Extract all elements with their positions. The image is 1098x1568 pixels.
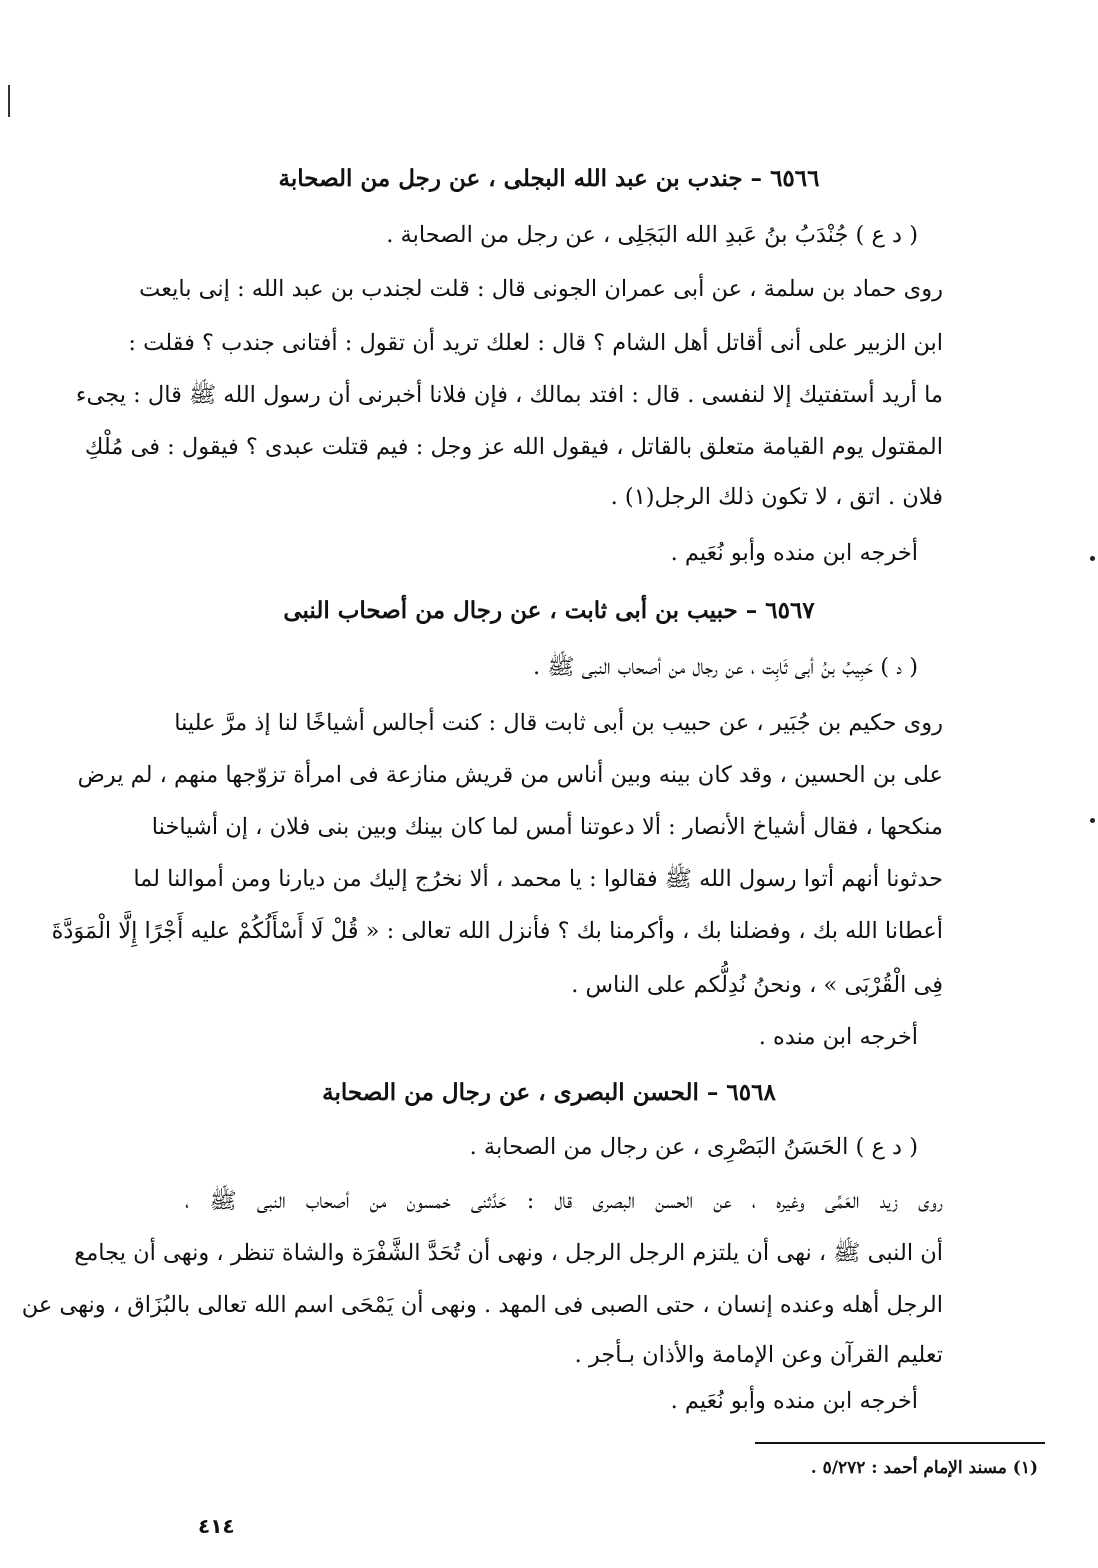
scan-speck — [1090, 556, 1095, 561]
body-line: روى حماد بن سلمة ، عن أبى عمران الجونى قال : قلت لجندب بن عبد الله : إنى بايعت — [139, 276, 943, 302]
body-line: ما أريد أستفتيك إلا لنفسى . قال : افتد بمالك ، فإن فلانا أخبرنى أن رسول الله ﷺ قال : يجىء — [75, 382, 943, 408]
entry-code-line: ( د ع ) جُنْدَبُ بنُ عَبدِ الله البَجَلِى ، عن رجل من الصحابة . — [386, 222, 918, 248]
entry-heading: ٦٥٦٧ – حبيب بن أبى ثابت ، عن رجال من أصحاب النبى — [283, 597, 815, 624]
scan-margin-mark — [8, 85, 10, 117]
body-line: ابن الزبير على أنى أقاتل أهل الشام ؟ قال : لعلك تريد أن تقول : أفتانى جندب ؟ فقلت : — [128, 330, 943, 356]
body-line: روى حكيم بن جُبَير ، عن حبيب بن أبى ثابت قال : كنت أجالس أشياخًا لنا إذ مرَّ علينا — [174, 710, 943, 736]
footnote-separator — [755, 1442, 1045, 1444]
page-number: ٤١٤ — [198, 1514, 235, 1538]
body-line: المقتول يوم القيامة متعلق بالقاتل ، فيقول الله عز وجل : فيم قتلت عبدى ؟ فيقول : فى مُلْكِ — [84, 434, 943, 460]
body-line: على بن الحسين ، وقد كان بينه وبين أناس من قريش منازعة فى امرأة تزوّجها منهم ، لم يرض — [77, 762, 943, 788]
body-line: روى زيد العَمِّى وغيره ، عن الحسن البصرى قال : حَدَّثنى خمسون من أصحاب النبى ﷺ ، — [185, 1188, 943, 1214]
entry-source: أخرجه ابن منده وأبو نُعَيم . — [670, 1388, 918, 1414]
body-line: الرجل أهله وعنده إنسان ، حتى الصبى فى المهد . ونهى أن يَمْحَى اسم الله تعالى بالبُزَاق ، ونهى عن — [21, 1292, 943, 1318]
entry-code-line: ( د ) حَبِيبُ بنُ أبى ثَابِت ، عن رجال من أصحاب النبى ﷺ . — [533, 654, 918, 680]
body-line: فلان . اتق ، لا تكون ذلك الرجل(١) . — [610, 484, 943, 510]
body-line: منكحها ، فقال أشياخ الأنصار : ألا دعوتنا أمس لما كان بينك وبين بنى فلان ، إن أشياخنا — [151, 814, 943, 840]
footnote: (١) مسند الإمام أحمد : ٥/٢٧٢ . — [810, 1458, 1038, 1478]
entry-heading: ٦٥٦٦ – جندب بن عبد الله البجلى ، عن رجل من الصحابة — [278, 165, 820, 192]
body-line: حدثونا أنهم أتوا رسول الله ﷺ فقالوا : يا محمد ، ألا نخرُج إليك من ديارنا ومن أموالنا لما — [133, 866, 943, 892]
entry-source: أخرجه ابن منده . — [758, 1024, 918, 1050]
entry-heading: ٦٥٦٨ – الحسن البصرى ، عن رجال من الصحابة — [322, 1079, 776, 1106]
entry-source: أخرجه ابن منده وأبو نُعَيم . — [670, 540, 918, 566]
body-line: أن النبى ﷺ ، نهى أن يلتزم الرجل الرجل ، ونهى أن تُحَدَّ الشَّفْرَة والشاة تنظر ، ونهى أن يجامع — [74, 1240, 943, 1266]
body-line: فِى الْقُرْبَى » ، ونحنُ نُدِلُّكم على الناس . — [571, 972, 943, 998]
entry-code-line: ( د ع ) الحَسَنُ البَصْرِى ، عن رجال من الصحابة . — [469, 1134, 918, 1160]
body-line: أعطانا الله بك ، وفضلنا بك ، وأكرمنا بك ؟ فأنزل الله تعالى : « قُلْ لَا أَسْأَلُكُمْ عليه أَجْرًا إِلَّا الْمَوَدَّةَ — [51, 918, 943, 944]
body-line: تعليم القرآن وعن الإمامة والأذان بـأجر . — [574, 1342, 943, 1368]
scan-speck — [1090, 818, 1095, 823]
